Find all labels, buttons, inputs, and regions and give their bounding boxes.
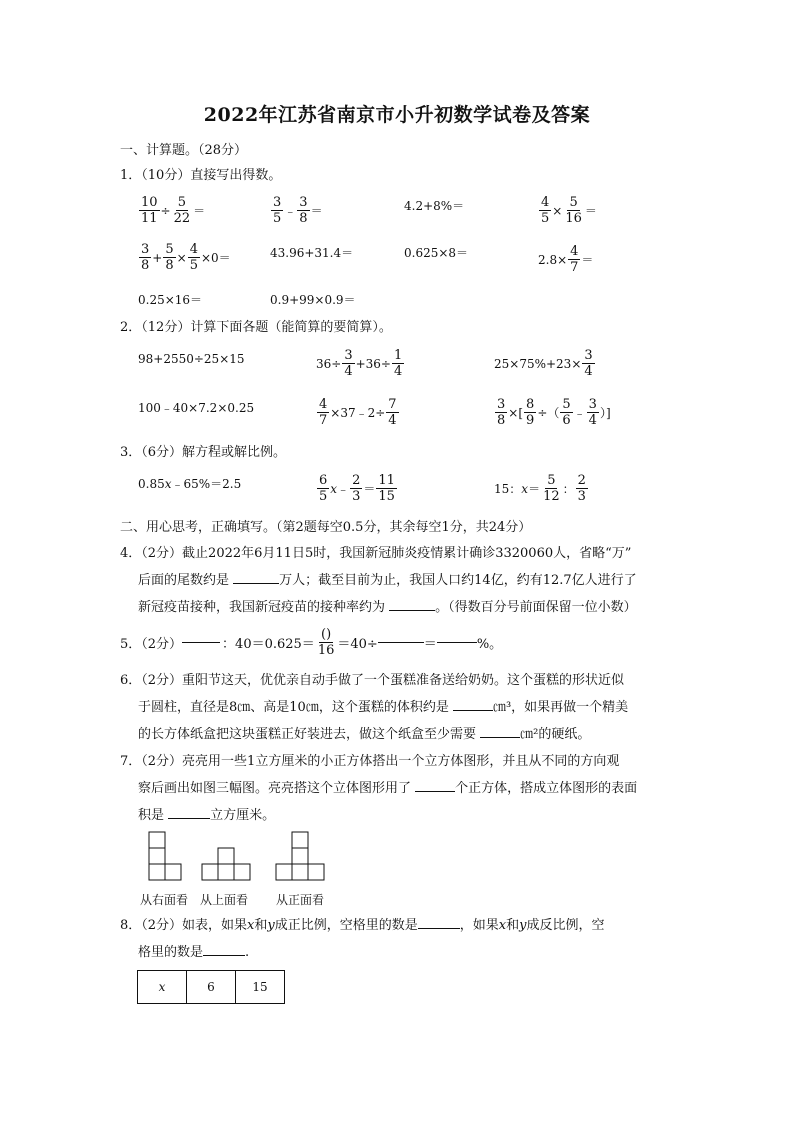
q6-text: 6．（2分）重阳节这天，优优亲自动手做了一个蛋糕准备送给奶奶。这个蛋糕的形状近似 于圆柱，直径是8㎝、高是10㎝，这个蛋糕的体积约是 ㎝³，如果再做一个精美 的长方体纸盒把这块蛋糕正好装进去，做这个纸盒至少需要 ㎝²的硬纸。 (120, 673, 629, 742)
cube-views-diagram (138, 828, 328, 884)
q3-heading: 3．（6分）解方程或解比例。 (120, 445, 287, 460)
q1-expr-i: 0.25×16＝ (138, 293, 203, 307)
fraction: $\frac{2}{3}$ (577, 473, 586, 504)
q8-table (137, 970, 285, 1004)
view-label-front: 从正面看 (276, 893, 325, 907)
q2-expr-a: 98+2550÷25×15 (138, 352, 245, 366)
answer-blank[interactable] (480, 737, 520, 738)
fraction: $\frac{4}{7}$ (319, 397, 328, 428)
q1-expr-d: $\frac{4}{5}$ × $\frac{5}{16}$ ＝ (541, 195, 597, 226)
table-cell: 6 (187, 971, 236, 1004)
fraction: $\frac{5}{6}$ (562, 397, 571, 428)
q1-expr-f: 43.96+31.4＝ (270, 246, 354, 260)
answer-blank[interactable] (378, 642, 424, 643)
q3-expr-a: 0.85x﹣65%＝2.5 (138, 477, 242, 491)
page-title: 2022年江苏省南京市小升初数学试卷及答案 (203, 104, 591, 126)
q1-expr-j: 0.9+99×0.9＝ (270, 293, 356, 307)
answer-blank[interactable] (203, 955, 245, 956)
answer-blank[interactable] (233, 583, 279, 584)
answer-blank[interactable] (418, 928, 460, 929)
fraction: $\frac{7}{4}$ (388, 397, 397, 428)
q3-expr-c: 15： x ＝ $\frac{5}{12}$ ： $\frac{2}{3}$ (494, 473, 586, 504)
fraction: $\frac{()}{16}$ (317, 627, 335, 658)
q1-expr-g: 0.625×8＝ (404, 246, 469, 260)
fraction: $\frac{3}{8}$ (299, 195, 308, 226)
fraction: $\frac{3}{4}$ (588, 397, 597, 428)
q2-expr-b: 36÷ $\frac{3}{4}$ +36÷ $\frac{1}{4}$ (316, 348, 403, 379)
fraction: $\frac{1}{4}$ (394, 348, 403, 379)
q1-expr-b: $\frac{3}{5}$ ﹣ $\frac{3}{8}$ ＝ (273, 195, 323, 226)
fraction: $\frac{3}{4}$ (584, 348, 593, 379)
table-cell: 15 (236, 971, 285, 1004)
fraction: $\frac{3}{8}$ (141, 242, 150, 273)
q7-views-figure (138, 828, 328, 910)
q1-expr-c: 4.2+8%＝ (404, 199, 465, 213)
fraction: $\frac{5}{16}$ (565, 195, 582, 226)
table-row (138, 971, 285, 1004)
q5-text: 5．（2分） ：40＝0.625＝ $\frac{()}{16}$ ＝40÷ ＝ %。 (120, 627, 503, 658)
q8-text: 8．（2分）如表，如果x和y成正比例，空格里的数是 ，如果x和y成反比例，空 格里的数是 . (120, 918, 605, 960)
fraction: $\frac{10}{11}$ (141, 195, 158, 226)
table-cell: x (138, 971, 187, 1004)
fraction: $\frac{5}{22}$ (173, 195, 191, 226)
fraction: $\frac{4}{7}$ (570, 244, 579, 275)
fraction: $\frac{3}{8}$ (497, 397, 506, 428)
fraction: $\frac{3}{5}$ (273, 195, 282, 226)
fraction: $\frac{5}{12}$ (543, 473, 560, 504)
answer-blank[interactable] (168, 818, 210, 819)
answer-blank[interactable] (453, 710, 493, 711)
answer-blank[interactable] (389, 610, 435, 611)
q2-expr-f: $\frac{3}{8}$ ×[ $\frac{8}{9}$ ÷（ $\frac{5}{6}$ ﹣ $\frac{3}{4}$ ）] (497, 397, 611, 428)
section-2-heading: 二、用心思考，正确填写。（第2题每空0.5分，其余每空1分，共24分） (120, 520, 532, 535)
q1-expr-a: $\frac{10}{11}$ ÷ $\frac{5}{22}$ ＝ (141, 195, 206, 226)
answer-blank[interactable] (437, 642, 477, 643)
q7-text: 7．（2分）亮亮用一些1立方厘米的小正方体搭出一个立方体图形，并且从不同的方向观 察后画出如图三幅图。亮亮搭这个立体图形用了 个正方体，搭成立体图形的表面 积是 立方厘米。 (120, 754, 638, 823)
fraction: $\frac{4}{5}$ (189, 242, 198, 273)
q2-expr-c: 25×75%+23× $\frac{3}{4}$ (494, 348, 593, 379)
fraction: $\frac{5}{8}$ (165, 242, 174, 273)
fraction: $\frac{8}{9}$ (526, 397, 535, 428)
q2-expr-e: $\frac{4}{7}$ ×37﹣2÷ $\frac{7}{4}$ (319, 397, 397, 428)
view-label-top: 从上面看 (200, 893, 249, 907)
view-label-right: 从右面看 (140, 893, 189, 907)
section-1-heading: 一、计算题。（28分） (120, 143, 248, 158)
fraction: $\frac{2}{3}$ (352, 473, 361, 504)
q2-expr-d: 100﹣40×7.2×0.25 (138, 401, 255, 415)
q2-heading: 2．（12分）计算下面各题（能简算的要简算）。 (120, 320, 392, 335)
fraction: $\frac{11}{15}$ (378, 473, 395, 504)
q4-text: 4．（2分）截止2022年6月11日5时，我国新冠肺炎疫情累计确诊3320060人，省略“万” 后面的尾数约是 万人；截至目前为止，我国人口约14亿，约有12.7亿人进行了 新冠疫苗接种，我国新冠疫苗的接种率约为 。（得数百分号前面保留一位小数） (120, 546, 637, 615)
q1-expr-e: $\frac{3}{8}$ + $\frac{5}{8}$ × $\frac{4}{5}$ ×0＝ (141, 242, 231, 273)
answer-blank[interactable] (182, 642, 220, 643)
fraction: $\frac{3}{4}$ (344, 348, 353, 379)
q1-expr-h: 2.8× $\frac{4}{7}$ ＝ (538, 244, 594, 275)
q1-heading: 1．（10分）直接写出得数。 (120, 168, 282, 183)
fraction: $\frac{6}{5}$ (319, 473, 328, 504)
answer-blank[interactable] (415, 791, 455, 792)
q3-expr-b: $\frac{6}{5}$ x ﹣ $\frac{2}{3}$ ＝ $\frac{11}{15}$ (319, 473, 395, 504)
fraction: $\frac{4}{5}$ (541, 195, 550, 226)
